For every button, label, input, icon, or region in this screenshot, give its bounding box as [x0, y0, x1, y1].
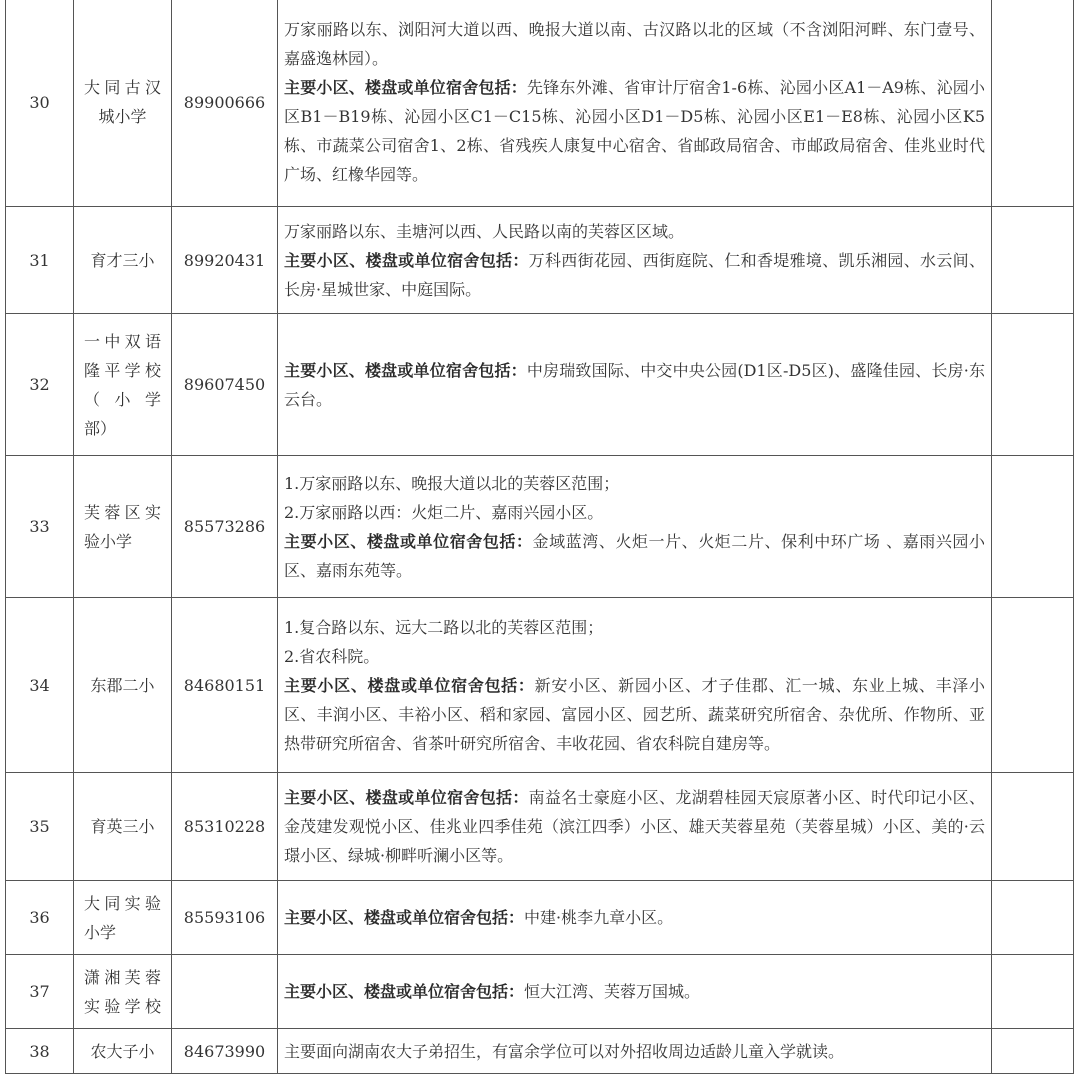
- school-name: [74, 1029, 172, 1074]
- phone-number: 85573286: [172, 456, 278, 598]
- school-name: [74, 773, 172, 881]
- school-name: [74, 207, 172, 314]
- school-name-line: 东郡二小: [90, 675, 155, 695]
- school-name-line: 实验学校: [84, 996, 161, 1016]
- enrollment-area: [278, 456, 992, 598]
- remarks-cell: [992, 207, 1074, 314]
- residential-list: [284, 246, 985, 304]
- remarks-cell: [992, 598, 1074, 773]
- enrollment-area: [278, 773, 992, 881]
- school-name-line: 部）: [84, 418, 117, 438]
- row-number: 37: [6, 955, 74, 1029]
- residential-list-text: 中房瑞致国际、中交中央公园(D1区-D5区)、盛隆佳园、长房·东云台。: [284, 360, 985, 409]
- area-description: 万家丽路以东、浏阳河大道以西、晚报大道以南、古汉路以北的区域（不含浏阳河畔、东门壹号、嘉盛逸林园）。: [284, 20, 985, 68]
- school-name: [74, 456, 172, 598]
- school-name: [74, 881, 172, 955]
- school-name: [74, 955, 172, 1029]
- school-name-line: 一中双语: [84, 331, 161, 351]
- remarks-cell: [992, 0, 1074, 207]
- school-name-line: 育英三小: [90, 817, 155, 836]
- area-description: 2.省农科院。: [284, 646, 380, 666]
- phone-number: 84673990: [172, 1029, 278, 1074]
- residential-list-text: 新安小区、新园小区、才子佳郡、汇一城、东业上城、丰泽小区、丰润小区、丰裕小区、稻和家园、富园小区、园艺所、蔬菜研究所宿舍、杂优所、作物所、亚热带研究所宿舍、省茶叶研究所宿舍、丰收花园、省农科院自建房等。: [284, 675, 985, 753]
- phone-number: [172, 955, 278, 1029]
- table-row: [6, 773, 1074, 881]
- phone-number: 89607450: [172, 314, 278, 456]
- residential-list-label: 主要小区、楼盘或单位宿舍包括：: [284, 360, 527, 380]
- residential-list-label: 主要小区、楼盘或单位宿舍包括：: [284, 78, 527, 97]
- enrollment-area: [278, 598, 992, 773]
- school-name-line: 育才三小: [90, 250, 155, 270]
- area-description: 2.万家丽路以西：火炬二片、嘉雨兴园小区。: [284, 502, 604, 522]
- row-number: 33: [6, 456, 74, 598]
- school-name-line: （ 小 学: [84, 389, 161, 409]
- residential-list: [284, 356, 985, 414]
- phone-number: 84680151: [172, 598, 278, 773]
- table-row: [6, 0, 1074, 207]
- enrollment-area: [278, 881, 992, 955]
- residential-list: [284, 783, 985, 870]
- school-name-line: 隆平学校: [84, 360, 161, 380]
- school-name: [74, 0, 172, 207]
- school-name-line: 验小学: [84, 531, 133, 551]
- table-row: [6, 1029, 1074, 1074]
- table-row: [6, 207, 1074, 314]
- remarks-cell: [992, 314, 1074, 456]
- table-row: [6, 456, 1074, 598]
- phone-number: 85593106: [172, 881, 278, 955]
- remarks-cell: [992, 1029, 1074, 1074]
- residential-list-text: 金域蓝湾、火炬一片、火炬二片、保利中环广场 、嘉雨兴园小区、嘉雨东苑等。: [284, 531, 985, 580]
- row-number: 30: [6, 0, 74, 207]
- row-number: 35: [6, 773, 74, 881]
- residential-list: [284, 903, 985, 932]
- area-description: 1.复合路以东、远大二路以北的芙蓉区范围；: [284, 617, 604, 637]
- residential-list-label: 主要小区、楼盘或单位宿舍包括：: [284, 675, 535, 695]
- row-number: 31: [6, 207, 74, 314]
- area-description: 万家丽路以东、圭塘河以西、人民路以南的芙蓉区区域。: [284, 221, 685, 241]
- remarks-cell: [992, 456, 1074, 598]
- enrollment-area: [278, 314, 992, 456]
- residential-list: [284, 73, 985, 189]
- school-district-table: [5, 0, 1074, 1074]
- residential-list-text: 南益名士豪庭小区、龙湖碧桂园天宸原著小区、时代印记小区、金茂建发观悦小区、佳兆业四季佳苑（滨江四季）小区、雄天芙蓉星苑（芙蓉星城）小区、美的·云璟小区、绿城·柳畔听澜小区等。: [284, 788, 985, 865]
- table-row: [6, 955, 1074, 1029]
- school-name-line: 芙蓉区实: [84, 502, 161, 522]
- table-row: [6, 598, 1074, 773]
- table-row: [6, 881, 1074, 955]
- residential-list: [284, 671, 985, 758]
- remarks-cell: [992, 773, 1074, 881]
- residential-list: [284, 527, 985, 585]
- phone-number: 89920431: [172, 207, 278, 314]
- residential-list-text: 中建·桃李九章小区。: [524, 908, 674, 927]
- row-number: 32: [6, 314, 74, 456]
- residential-list-text: 恒大江湾、芙蓉万国城。: [524, 982, 701, 1001]
- area-description: 1.万家丽路以东、晚报大道以北的芙蓉区范围；: [284, 473, 620, 493]
- remarks-cell: [992, 955, 1074, 1029]
- residential-list-label: 主要小区、楼盘或单位宿舍包括：: [284, 908, 525, 927]
- school-name: [74, 598, 172, 773]
- school-name-line: 农大子小: [90, 1041, 155, 1061]
- school-name-line: 大同古汉: [84, 78, 161, 97]
- school-name: [74, 314, 172, 456]
- row-number: 34: [6, 598, 74, 773]
- school-name-line: 城小学: [98, 107, 147, 126]
- residential-list-label: 主要小区、楼盘或单位宿舍包括：: [284, 531, 533, 551]
- enrollment-area: [278, 955, 992, 1029]
- residential-list-label: 主要小区、楼盘或单位宿舍包括：: [284, 250, 529, 270]
- residential-list-text: 先锋东外滩、省审计厅宿舍1-6栋、沁园小区A1－A9栋、沁园小区B1－B19栋、沁园小区C1－C15栋、沁园小区D1－D5栋、沁园小区E1－E8栋、沁园小区K5栋、市蔬菜公司宿舍1、2栋、省残疾人康复中心宿舍、省邮政局宿舍、市邮政局宿舍、佳兆业时代广场、红橡华园等。: [284, 78, 985, 184]
- school-name-line: 潇湘芙蓉: [84, 967, 161, 987]
- enrollment-area: [278, 0, 992, 207]
- table-row: [6, 314, 1074, 456]
- row-number: 38: [6, 1029, 74, 1074]
- residential-list: [284, 977, 985, 1006]
- enrollment-area: [278, 1029, 992, 1074]
- residential-list-text: 主要面向湖南农大子弟招生，有富余学位可以对外招收周边适龄儿童入学就读。: [284, 1041, 845, 1061]
- residential-list-label: 主要小区、楼盘或单位宿舍包括：: [284, 982, 525, 1001]
- residential-list-text: 万科西街花园、西街庭院、仁和香堤雅境、凯乐湘园、水云间、长房·星城世家、中庭国际。: [284, 250, 985, 299]
- phone-number: 85310228: [172, 773, 278, 881]
- school-name-line: 小学: [84, 922, 117, 942]
- phone-number: 89900666: [172, 0, 278, 207]
- remarks-cell: [992, 881, 1074, 955]
- residential-list: [284, 1037, 985, 1066]
- enrollment-area: [278, 207, 992, 314]
- school-name-line: 大同实验: [84, 893, 161, 913]
- row-number: 36: [6, 881, 74, 955]
- residential-list-label: 主要小区、楼盘或单位宿舍包括：: [284, 788, 529, 807]
